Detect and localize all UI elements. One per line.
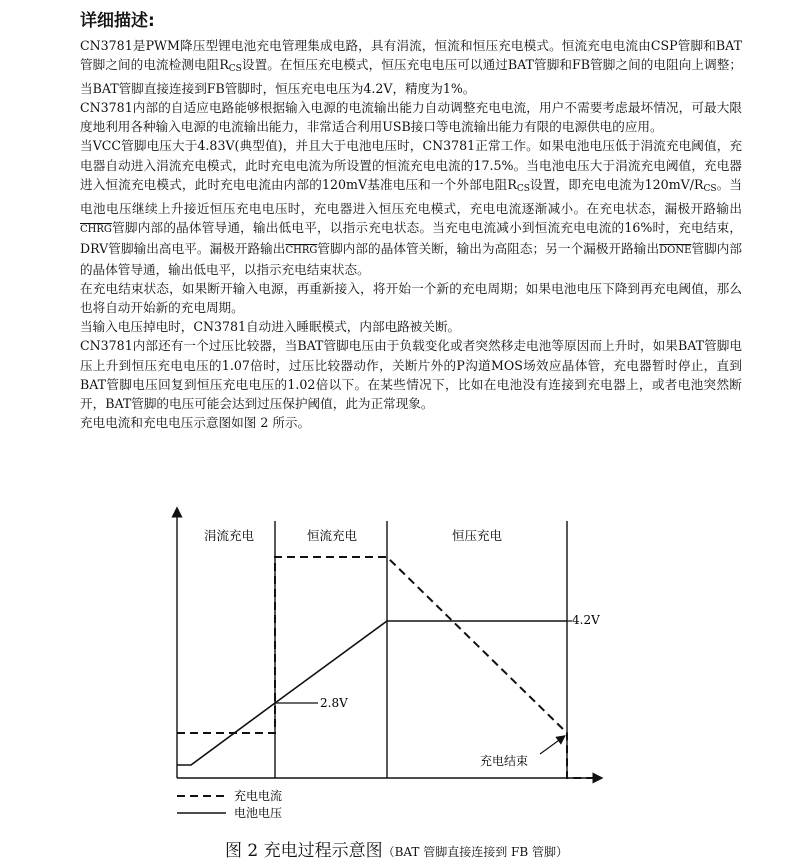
label-constant-current: 恒流充电 bbox=[306, 528, 358, 543]
label-2v8: 2.8V bbox=[320, 696, 348, 710]
charging-process-diagram bbox=[0, 500, 793, 830]
paragraph-4: 在充电结束状态，如果断开输入电源，再重新接入，将开始一个新的充电周期；如果电池电压下降到再充电阈值，那么也将自动开始新的充电周期。 bbox=[80, 281, 742, 316]
p3-text-e: 管脚内部的晶体管关断，输出为高阻态；另一个漏极开路输出 bbox=[317, 240, 660, 256]
p3-subscript-2: CS bbox=[703, 183, 717, 194]
chrg-pin-label-1: CHRG bbox=[80, 223, 112, 235]
legend-voltage-label: 电池电压 bbox=[234, 806, 283, 820]
caption-note: （BAT 管脚直接连接到 FB 管脚） bbox=[382, 845, 569, 859]
done-pin-label: DONE bbox=[659, 244, 692, 256]
paragraph-5: 当输入电压掉电时，CN3781自动进入睡眠模式，内部电路被关断。 bbox=[80, 319, 461, 335]
p3-text-b: 设置，即充电电流为120mV/R bbox=[529, 176, 704, 192]
paragraph-2: CN3781内部的自适应电路能够根据输入电源的电流输出能力自动调整充电电流，用户不需要考虑最坏情况，可最大限度地利用各种输入电源的电流输出能力，非常适合利用USB接口等电流输出能力有限的电源供电的应用。 bbox=[80, 100, 742, 135]
figure-caption bbox=[0, 836, 793, 861]
label-charge-end: 充电结束 bbox=[480, 754, 529, 768]
label-constant-voltage: 恒压充电 bbox=[451, 528, 503, 543]
p3-subscript-1: CS bbox=[516, 183, 530, 194]
section-heading: 详细描述: bbox=[80, 11, 155, 31]
p3-text-f: 管脚内部的晶体管导通，输出低电平，以指示充电结束状态。 bbox=[80, 240, 743, 278]
p1-text-b: 设置。在恒压充电模式，恒压充电电压可以通过BAT管脚和FB管脚之间的电阻向上调整；当BAT管脚直接连接到FB管脚时，恒压充电电压为4.2V，精度为1%。 bbox=[80, 57, 742, 97]
paragraph-6: CN3781内部还有一个过压比较器，当BAT管脚电压由于负载变化或者突然移走电池等原因而上升时，如果BAT管脚电压上升到恒压充电电压的1.07倍时，过压比较器动作，关断片外的P沟道MOS场效应晶体管，充电器暂时停止，直到BAT管脚电压回复到恒压充电电压的1.02倍以下。在某些情况下，比如在电池没有连接到充电器上，或者电池突然断开，BAT管脚的电压可能会达到过压保护阈值，此为正常现象。 bbox=[80, 338, 742, 411]
p1-subscript: CS bbox=[228, 64, 242, 75]
chrg-pin-label-2: CHRG bbox=[285, 244, 318, 256]
description-body bbox=[80, 36, 742, 432]
end-pointer bbox=[540, 738, 562, 754]
paragraph-7: 充电电流和充电电压示意图如图 2 所示。 bbox=[80, 414, 311, 430]
p3-text-a: 当VCC管脚电压大于4.83V(典型值)，并且大于电池电压时，CN3781正常工作。如果电池电压低于涓流充电阈值，充电器自动进入涓流充电模式，此时充电电流为所设置的恒流充电电流的17.5%。当电池电压大于涓流充电阈值，充电器进入恒流充电模式，此时充电电流由内部的120mV基准电压和一个外部电阻R bbox=[80, 138, 742, 192]
legend-current-label: 充电电流 bbox=[234, 789, 283, 803]
label-trickle: 涓流充电 bbox=[203, 528, 255, 543]
paragraph-3 bbox=[80, 136, 742, 279]
p3-text-c: 。当电池电压继续上升接近恒压充电电压时，充电器进入恒压充电模式，充电电流逐渐减小。在充电状态，漏极开路输出 bbox=[80, 176, 742, 216]
label-4v2: 4.2V bbox=[572, 613, 600, 627]
p3-text-d: 管脚内部的晶体管导通，输出低电平，以指示充电状态。当充电电流减小到恒流充电电流的16%时，充电结束，DRV管脚输出高电平。漏极开路输出 bbox=[80, 219, 742, 256]
p1-text-a: CN3781是PWM降压型锂电池充电管理集成电路，具有涓流，恒流和恒压充电模式。恒流充电电流由CSP管脚和BAT管脚之间的电流检测电阻R bbox=[80, 38, 742, 73]
caption-main: 图 2 充电过程示意图 bbox=[224, 841, 383, 861]
paragraph-1 bbox=[80, 36, 742, 98]
battery-voltage-curve bbox=[177, 621, 567, 765]
